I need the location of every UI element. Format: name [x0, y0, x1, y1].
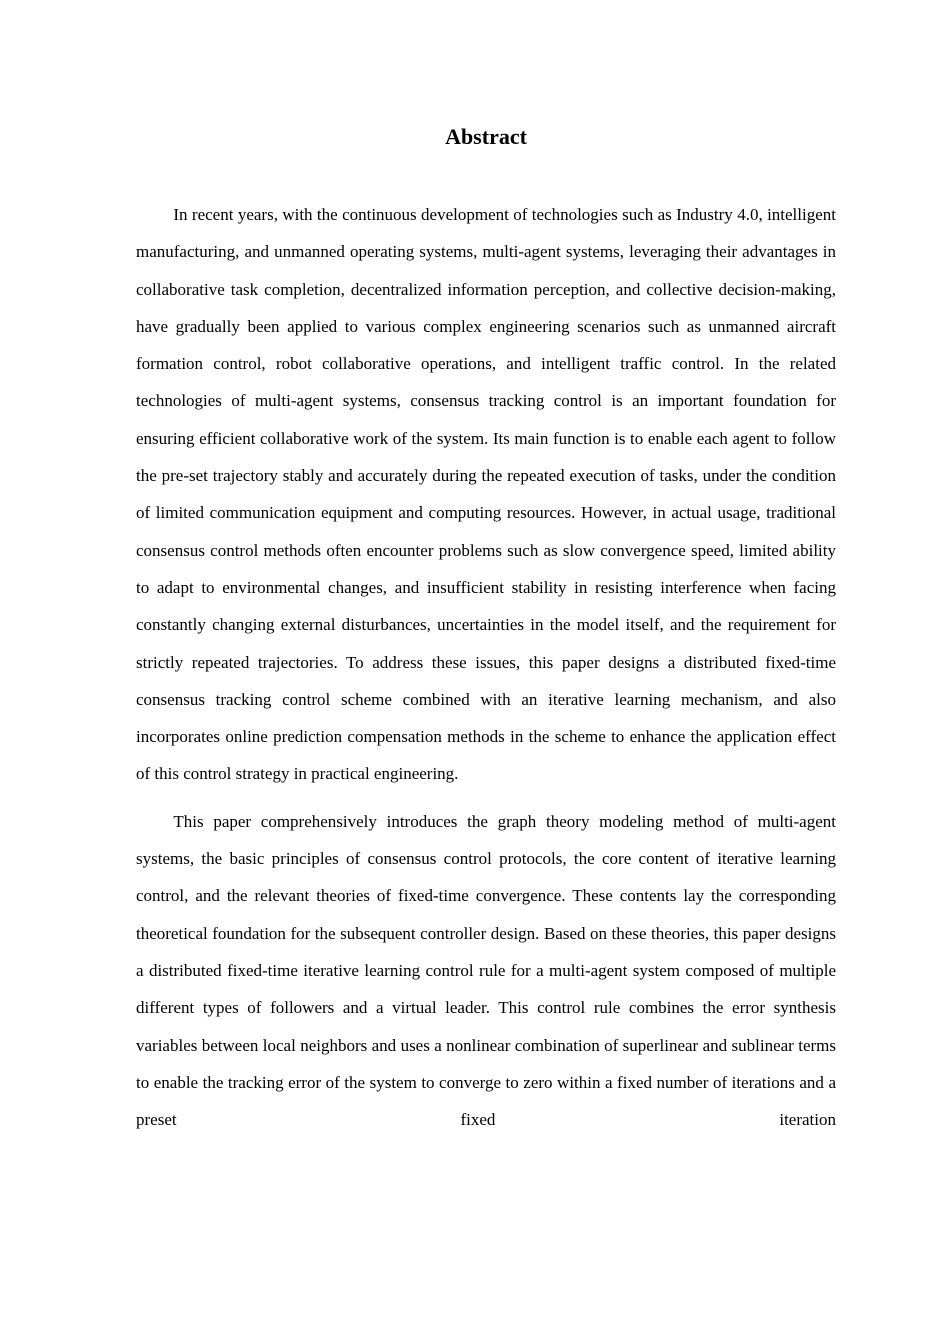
abstract-paragraph-1: In recent years, with the continuous development of technologies such as Industry 4.0, intelligent manufacturing, and unmanned operating systems, multi-agent systems, leveraging their advantages in collaborative task completion, decentralized information perception, and collective decision-making, have gradually been applied to various complex engineering scenarios such as unmanned aircraft formation control, robot collaborative operations, and intelligent traffic control. In the related technologies of multi-agent systems, consensus tracking control is an important foundation for ensuring efficient collaborative work of the system. Its main function is to enable each agent to follow the pre-set trajectory stably and accurately during the repeated execution of tasks, under the condition of limited communication equipment and computing resources. However, in actual usage, traditional consensus control methods often encounter problems such as slow convergence speed, limited ability to adapt to environmental changes, and insufficient stability in resisting interference when facing constantly changing external disturbances, uncertainties in the model itself, and the requirement for strictly repeated trajectories. To address these issues, this paper designs a distributed fixed-time consensus tracking control scheme combined with an iterative learning mechanism, and also incorporates online prediction compensation methods in the scheme to enhance the application effect of this control strategy in practical engineering. [136, 205, 836, 784]
abstract-paragraph-2: This paper comprehensively introduces the graph theory modeling method of multi-agent systems, the basic principles of consensus control protocols, the core content of iterative learning control, and the relevant theories of fixed-time convergence. These contents lay the corresponding theoretical foundation for the subsequent controller design. Based on these theories, this paper designs a distributed fixed-time iterative learning control rule for a multi-agent system composed of multiple different types of followers and a virtual leader. This control rule combines the error synthesis variables between local neighbors and uses a nonlinear combination of superlinear and sublinear terms to enable the tracking error of the system to converge to zero within a fixed number of iterations and a preset fixed iteration [136, 811, 836, 1130]
abstract-title: Abstract [445, 124, 527, 149]
abstract-body [136, 196, 836, 1138]
